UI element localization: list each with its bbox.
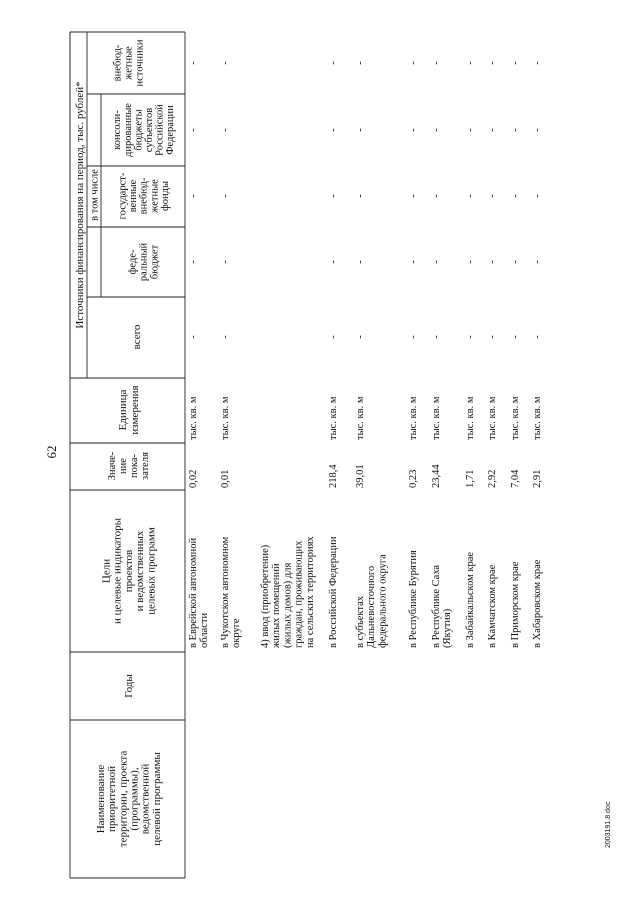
goal-text: в Республике Саха	[431, 564, 442, 648]
goal-text: в Республике Бурятия	[408, 550, 419, 648]
total-dash: -	[220, 335, 231, 339]
federal-dash: -	[188, 260, 199, 264]
consolidated-dash: -	[510, 128, 521, 132]
state-funds-dash: -	[355, 194, 366, 198]
total-dash: -	[510, 335, 521, 339]
goal-text: в Приморском крае	[510, 561, 521, 648]
document-footer-id: 2003191.8 doc	[605, 801, 612, 848]
header-consolidated-line: Федерации	[165, 105, 177, 155]
unit-of-measure: тыс. кв. м	[408, 396, 419, 440]
federal-dash: -	[532, 260, 543, 264]
consolidated-dash: -	[328, 128, 339, 132]
header-goals-line: проектов	[122, 549, 135, 593]
federal-dash: -	[220, 260, 231, 264]
state-funds-dash: -	[328, 194, 339, 198]
goal-text: (Якутия)	[442, 608, 454, 648]
goal-text: в Забайкальском крае	[465, 551, 476, 648]
consolidated-dash: -	[487, 128, 498, 132]
federal-dash: -	[328, 260, 339, 264]
extrabudget-dash: -	[220, 61, 231, 65]
consolidated-dash: -	[220, 128, 231, 132]
header-value-line: ние	[118, 458, 130, 474]
indicator-value: 0,01	[220, 469, 231, 488]
table-row	[532, 61, 543, 648]
indicator-value: 23,44	[431, 464, 442, 488]
extrabudget-dash: -	[465, 61, 476, 65]
unit-of-measure: тыс. кв. м	[465, 396, 476, 440]
header-consolidated-line: субъектов	[143, 107, 155, 153]
header-extrabudget	[113, 39, 146, 86]
indicator-value: 1,71	[465, 469, 476, 488]
header-territory-line: (программы),	[128, 767, 141, 831]
consolidated-dash: -	[355, 128, 366, 132]
unit-of-measure: тыс. кв. м	[355, 396, 366, 440]
header-territory-line: Наименование	[94, 764, 107, 834]
indicator-value: 39,01	[355, 464, 366, 488]
table-row	[260, 536, 316, 649]
extrabudget-dash: -	[532, 61, 543, 65]
header-consolidated-line: Российской	[154, 104, 166, 156]
table-row	[431, 61, 453, 648]
header-goals	[100, 517, 157, 624]
header-extrabudget-line: внебюд-	[112, 44, 124, 82]
total-dash: -	[431, 335, 442, 339]
state-funds-dash: -	[431, 194, 442, 198]
goal-text: в Камчатском крае	[487, 564, 498, 648]
unit-of-measure: тыс. кв. м	[487, 396, 498, 440]
table-row	[328, 61, 339, 648]
unit-of-measure: тыс. кв. м	[510, 396, 521, 440]
unit-of-measure: тыс. кв. м	[431, 396, 442, 440]
header-unit-line: измерения	[128, 385, 141, 435]
federal-dash: -	[408, 260, 419, 264]
extrabudget-dash: -	[355, 61, 366, 65]
header-territory-line: территории, проекта	[117, 750, 130, 848]
unit-of-measure: тыс. кв. м	[220, 396, 231, 440]
extrabudget-dash: -	[408, 61, 419, 65]
extrabudget-dash: -	[328, 61, 339, 65]
consolidated-dash: -	[188, 128, 199, 132]
table-row	[510, 61, 521, 648]
header-territory-line: приоритетной	[106, 766, 119, 832]
header-consolidated-line: консоли-	[112, 110, 124, 150]
header-consolidated-line: бюджеты	[133, 109, 145, 151]
header-unit	[117, 385, 141, 434]
total-dash: -	[465, 335, 476, 339]
header-extrabudget-line: жетные	[123, 46, 135, 80]
header-extrabudget-line: источники	[134, 39, 146, 87]
goal-text: в субъектах	[355, 596, 366, 648]
consolidated-dash: -	[532, 128, 543, 132]
header-unit-line: Единица	[116, 389, 129, 431]
header-value-line: Значе-	[107, 451, 119, 481]
header-funding-title-line: Источники финансирования на период, тыс. рублей*	[73, 81, 86, 329]
unit-of-measure: тыс. кв. м	[188, 396, 199, 440]
header-state-funds-line: жетные	[149, 179, 161, 213]
indicator-value: 218,4	[328, 464, 339, 488]
goal-text: граждан, проживающих	[293, 540, 305, 648]
total-dash: -	[487, 335, 498, 339]
header-value	[107, 451, 151, 480]
federal-dash: -	[355, 260, 366, 264]
goal-text: Дальневосточного	[366, 565, 378, 648]
total-dash: -	[328, 335, 339, 339]
header-state-funds	[117, 172, 170, 219]
header-federal-line: бюджет	[149, 244, 161, 280]
header-consolidated-line: дированные	[122, 103, 134, 157]
indicator-value: 2,92	[487, 469, 498, 488]
header-territory	[95, 751, 163, 848]
header-goals-line: целевых программ	[145, 527, 158, 615]
extrabudget-dash: -	[431, 61, 442, 65]
total-dash: -	[355, 335, 366, 339]
header-funding-title	[74, 81, 86, 328]
total-dash: -	[532, 335, 543, 339]
goal-text: в Хабаровском крае	[532, 559, 543, 648]
consolidated-dash: -	[465, 128, 476, 132]
header-state-funds-line: внебюд-	[138, 177, 150, 215]
indicator-value: 0,02	[188, 469, 199, 488]
table-row	[220, 61, 242, 648]
state-funds-dash: -	[532, 194, 543, 198]
header-federal-line: феде-	[127, 249, 139, 275]
header-territory-line: ведомственной	[139, 763, 152, 835]
header-total-line: всего	[130, 324, 143, 350]
goal-text: в Российской Федерации	[328, 536, 339, 648]
table-body	[188, 61, 543, 649]
header-federal	[128, 242, 161, 281]
header-years	[123, 674, 135, 698]
federal-dash: -	[431, 260, 442, 264]
table-row	[408, 61, 419, 648]
extrabudget-dash: -	[487, 61, 498, 65]
total-dash: -	[188, 335, 199, 339]
consolidated-dash: -	[431, 128, 442, 132]
consolidated-dash: -	[408, 128, 419, 132]
header-state-funds-line: венные	[128, 179, 140, 213]
state-funds-dash: -	[510, 194, 521, 198]
goal-text: 4) ввод (приобретение)	[260, 544, 271, 648]
state-funds-dash: -	[188, 194, 199, 198]
header-years-line: Годы	[122, 674, 135, 698]
header-federal-line: ральный	[138, 242, 150, 282]
goal-text: жилых помещений	[271, 563, 283, 648]
header-state-funds-line: фонды	[159, 180, 171, 212]
table-row	[465, 61, 476, 648]
header-goals-line: и ведомственных	[134, 530, 147, 612]
goal-text: федерального округа	[377, 554, 389, 648]
header-state-funds-line: государст-	[117, 172, 129, 220]
federal-dash: -	[465, 260, 476, 264]
extrabudget-dash: -	[510, 61, 521, 65]
federal-dash: -	[510, 260, 521, 264]
indicator-value: 0,23	[408, 469, 419, 488]
header-territory-line: целевой программы	[150, 752, 163, 846]
header-value-line: зателя	[140, 452, 152, 480]
table-row	[188, 61, 210, 648]
header-including-line: в том числе	[89, 169, 101, 221]
goal-text: области	[199, 612, 211, 648]
state-funds-dash: -	[465, 194, 476, 198]
header-goals-line: и целевые индикаторы	[111, 517, 124, 625]
state-funds-dash: -	[220, 194, 231, 198]
state-funds-dash: -	[408, 194, 419, 198]
goal-text: (жилых домов) для	[282, 562, 294, 648]
goal-text: в Еврейской автономной	[188, 537, 199, 648]
state-funds-dash: -	[487, 194, 498, 198]
goal-text: в Чукотском автономном	[220, 536, 231, 648]
header-including	[90, 169, 101, 221]
extrabudget-dash: -	[188, 61, 199, 65]
header-consolidated	[112, 103, 176, 157]
unit-of-measure: тыс. кв. м	[532, 396, 543, 440]
unit-of-measure: тыс. кв. м	[328, 396, 339, 440]
goal-text: округе	[231, 618, 243, 648]
table-row	[487, 61, 498, 648]
header-value-line: пока-	[129, 454, 141, 478]
total-dash: -	[408, 335, 419, 339]
header-goals-line: Цели	[100, 558, 113, 584]
goal-text: на сельских территориях	[304, 536, 316, 648]
table-row	[355, 61, 388, 648]
indicator-value: 7,04	[510, 469, 521, 488]
page-number: 62	[44, 445, 59, 459]
header-total	[131, 324, 143, 349]
indicator-value: 2,91	[532, 469, 543, 488]
federal-dash: -	[487, 260, 498, 264]
